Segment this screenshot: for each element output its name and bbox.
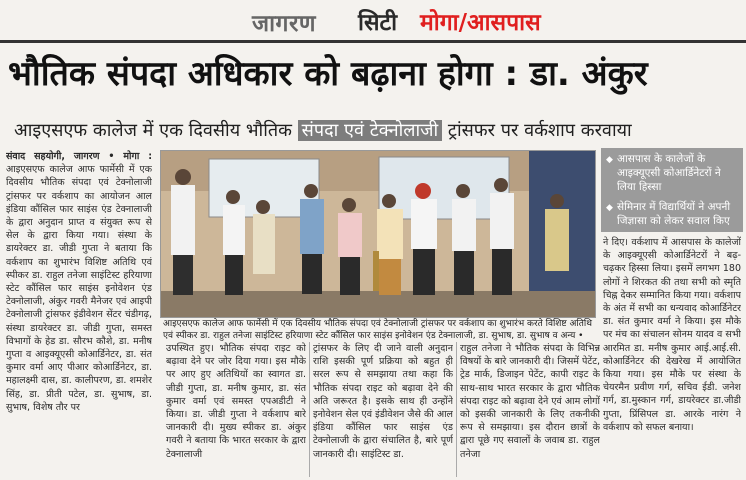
- headline: भौतिक संपदा अधिकार को बढ़ाना होगा : डा. अंकुर: [8, 54, 648, 94]
- column-divider: [309, 342, 310, 477]
- article-column-2: उपस्थित हुए। भौतिक संपदा राइट को बढ़ावा देने पर जोर दिया गया। इस मौके पर आए हुए अतिथियों का स्वागत डा. जीडी गुप्ता, डा. मनीष कुमार, डा. संत कुमार वर्मा एवं समस्त एपअडीटी ने किया। डा. जीडी गुप्ता ने वर्कशाप बारे जानकारी दी। मुख्य स्पीकर डा. अंकुर गवरी ने बताया कि भारत सरकार के द्वारा टेक्नालाजी: [166, 343, 306, 460]
- article-column-5: ने दिए। वर्कशाप में आसपास के कालेजों के आइक्यूएसी कोआर्डिनेटरों ने बढ़-चढ़कर हिस्सा लिया। इसमें लगभग 180 लोगों ने शिरकत की तथा सभी को स्मृति चिह्न देकर सम्मानित किया गया। वर्कशाप के अंत में सभी का धन्यवाद कोआर्डिनेटर डा. संत कुमार वर्मा ने किया। इस मौके पर मंच का संचालन सोनम यादव व सभी आरमित डा. मनीष कुमार आई.आई.सी. कोआर्डिनेटर की देखरेख में आयोजित किया गया। इस मौके पर संस्था के चेयरमैन प्रवीण गर्ग, सचिव ईडी. जनेश गर्ग, डा.मुस्कान गर्ग, डायरेक्टर डा.जीडी गुप्ता, प्रिंसिपल डा. आरके नारंग ने वर्कशाप को सफल बनाया।: [603, 237, 741, 433]
- highlight-item: ◆ आसपास के कालेजों के आइक्यूएसी कोआर्डिनेटरों ने लिया हिस्सा: [606, 153, 721, 193]
- photo-illustration: [161, 151, 595, 317]
- masthead: [0, 0, 746, 43]
- column-1-text: आइएसएफ कालेज आफ फार्मेसी में एक दिवसीय भौतिक संपदा एवं टेक्नोलाजी ट्रांसफर पर वर्कशाप का आयोजन आल इंडिया कौंसिल फार साइंस एंड टेक्नालाजी के द्वारा अनुदान प्राप्त व संयुक्त रूप से सेल के द्वारा किया गया। संस्था के डायरेक्टर डा. जीडी गुप्ता ने बताया कि वर्कशाप का शुभारंभ विशिष्ट अतिथि एवं स्पीकर डा. राहुल तनेजा साइंटिस्ट हरियाणा स्टेट कौंसिल फार साइंस इनोवेशन एंड टेक्नोलाजी, अंकुर गवरी मैनेजर एवं आइपी टेक्नोलाजी ट्रांसफर इंडीवेशन सेंटर चंडीगढ़, संस्था डायरेक्टर डा. जीडी गुप्ता, समस्त विभागों के हेड डा. सौरभ कौशे, डा. मनीष गुप्ता व आइक्यूएसी कोआर्डिनेटर, डा. संत कुमार वर्मा आए पीआर कोआर्डिनेटर, डा. महालक्ष्मी दास, डा. कालीपरण, डा. शमशेर सिंह, डा. प्रीती पटेल, डा. सुभाष, डा. सुभाष, विशेष तौर पर: [6, 164, 152, 413]
- masthead-city: सिटी: [358, 10, 398, 36]
- subhead-before: आइएसएफ कालेज में एक दिवसीय भौतिक: [14, 120, 298, 141]
- bullet-icon: ◆: [606, 155, 613, 165]
- highlight-item: ◆ सेमिनार में विद्यार्थियों ने अपनी जिज्ञासा को लेकर सवाल किए: [606, 201, 731, 227]
- column-divider: [456, 342, 457, 477]
- bullet-icon: ◆: [606, 203, 613, 213]
- masthead-brand: जागरण: [252, 11, 317, 37]
- article-column-1: [6, 150, 152, 475]
- article-column-3: ट्रांसफर के लिए दी जाने वाली अनुदान राशि इसकी पूर्ण प्रक्रिया को बहुत ही सरल रूप से समझाया तथा कहा कि भौतिक संपदा राइट को बढ़ावा देने की अति जरूरत है। इसके साथ ही उन्होंने इनोवेशन सेल एवं इंडीवेशन जैसे की आल इंडिया कौंसिल फार साइंस एंड टेक्नोलाजी के द्वारा संचालित है, बारे पूर्ण जानकारी दी। साइंटिस्ट डा.: [313, 343, 453, 460]
- photo-caption: आइएसएफ कालेज आफ फार्मेसी में एक दिवसीय भौतिक संपदा एवं टेक्नोलाजी ट्रांसफर पर वर्कशाप का शुभारंभ करते विशिष्ट अतिथि एवं स्पीकर डा. राहुल तनेजा साइंटिस्ट हरियाणा स्टेट कौंसिल फार साइंस इनोवेशन एंड टेक्नालाजी, डा. सुभाष, डा. सुभाष व अन्य •: [163, 319, 592, 341]
- subhead-after: ट्रांसफर पर वर्कशाप करवाया: [442, 120, 632, 141]
- masthead-section: मोगा/आसपास: [420, 10, 541, 36]
- subhead-highlight: संपदा एवं टेक्नोलाजी: [298, 120, 443, 141]
- byline: संवाद सहयोगी, जागरण • मोगा :: [6, 151, 152, 162]
- subheadline: [14, 119, 734, 143]
- news-photo: [160, 150, 596, 318]
- highlights-box: [601, 148, 743, 232]
- article-column-4: राहुल तनेजा ने भौतिक संपदा के विभिन्न विषयों के बारे जानकारी दी। जिसमें पेटेंट, ट्रेड मार्क, डिजाइन पेटेंट, कापी राइट के साथ-साथ भारत सरकार के द्वारा भौतिक संपदा राइट को बढ़ावा देने एवं आम लोगों को इसकी जानकारी के लिए तकनीकी रूप से समझाया। इस दौरान छात्रों के द्वारा पूछे गए सवालों के जवाब डा. राहुल तनेजा: [460, 343, 600, 460]
